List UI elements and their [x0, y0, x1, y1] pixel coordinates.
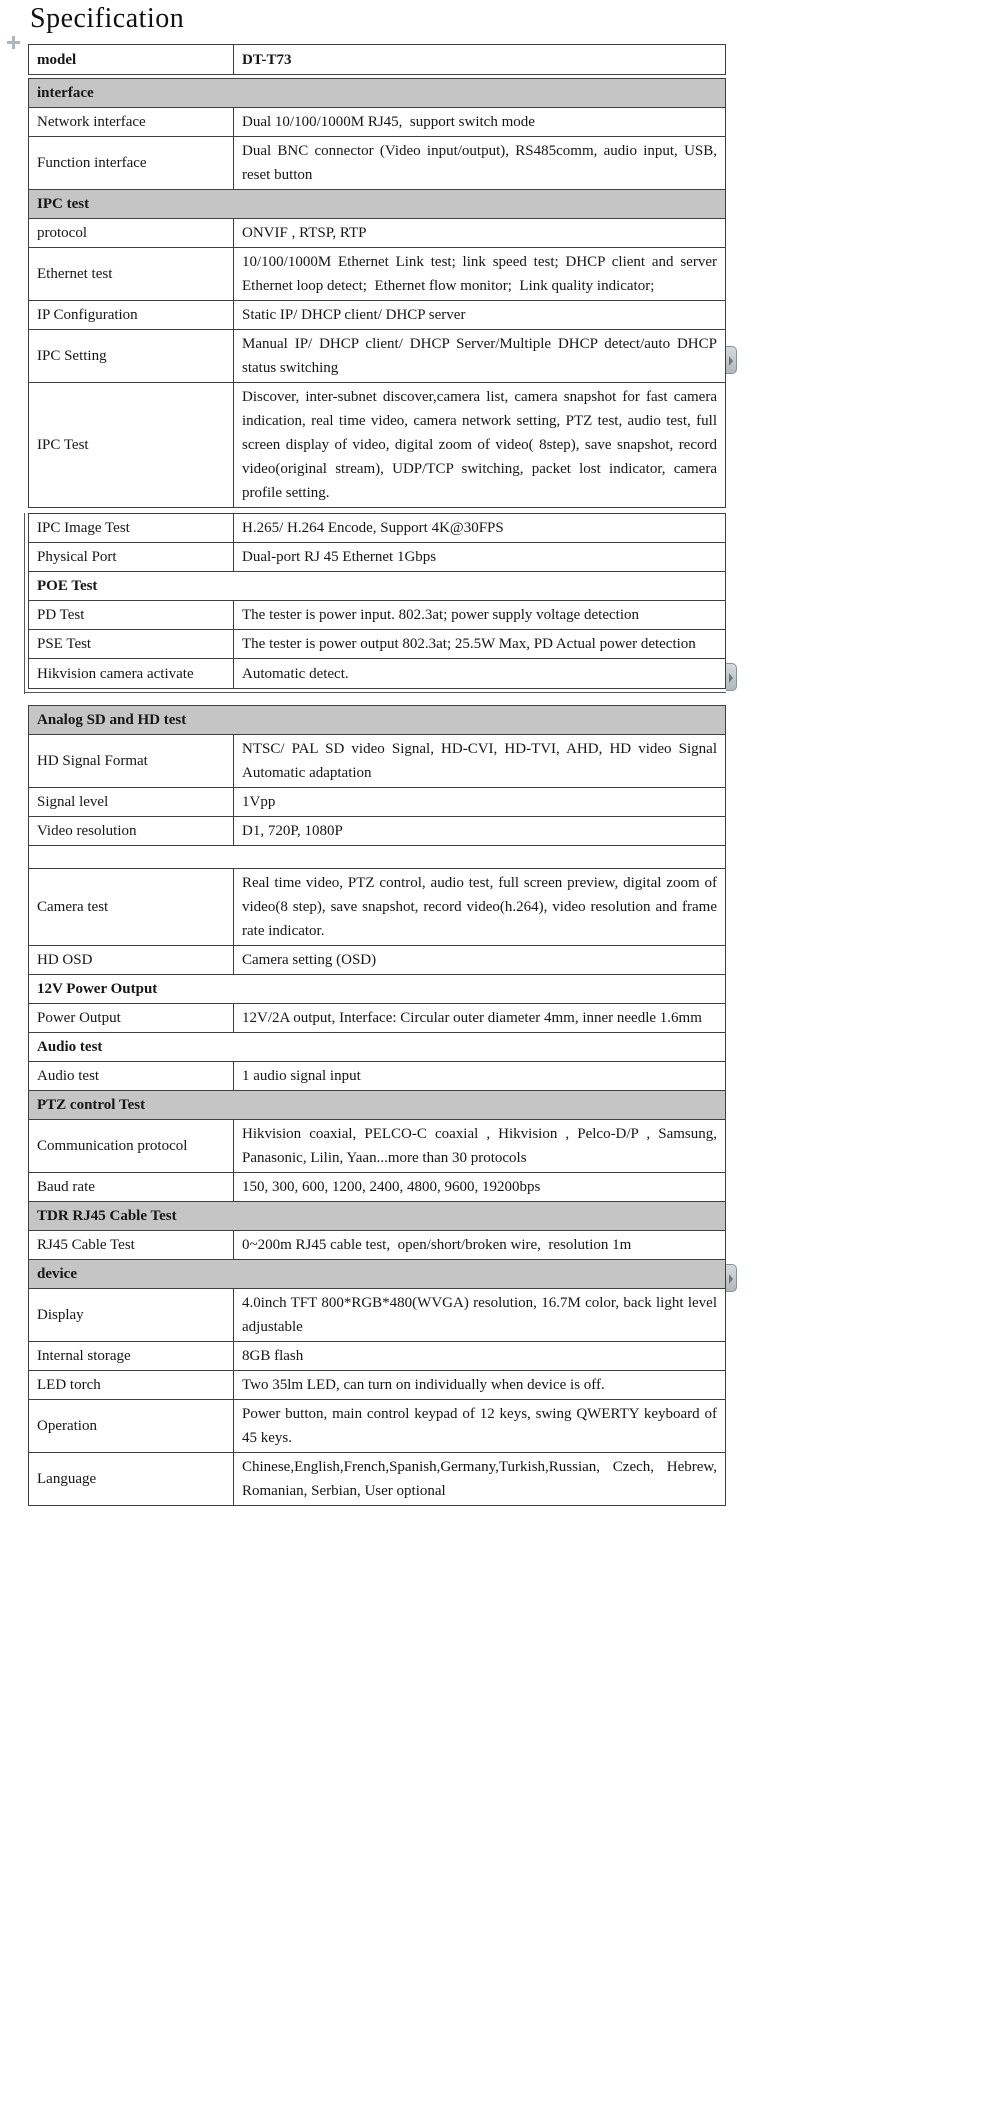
spec-label: protocol — [29, 219, 234, 247]
spec-value: Dual BNC connector (Video input/output), RS485comm, audio input, USB, reset button — [242, 143, 717, 183]
spec-label: IPC Setting — [29, 330, 234, 382]
spec-label: IPC Test — [29, 383, 234, 507]
spec-row — [29, 817, 725, 846]
spec-value: Real time video, PTZ control, audio test, full screen preview, digital zoom of video(8 step), save snapshot, record video(h.264), video resolution and frame rate indicator. — [242, 875, 717, 939]
section-header-row — [29, 572, 725, 601]
spec-value: Power button, main control keypad of 12 keys, swing QWERTY keyboard of 45 keys. — [242, 1406, 717, 1446]
spec-value: 8GB flash — [242, 1348, 304, 1364]
section-title: Analog SD and HD test — [37, 712, 187, 728]
spec-value: Dual 10/100/1000M RJ45, support switch mode — [242, 114, 535, 130]
spec-value: DT-T73 — [242, 51, 292, 68]
spec-row — [29, 1371, 725, 1400]
spec-label: IPC Image Test — [29, 514, 234, 542]
spec-value: Dual-port RJ 45 Ethernet 1Gbps — [242, 549, 437, 565]
spec-value: The tester is power output 802.3at; 25.5W Max, PD Actual power detection — [242, 636, 696, 652]
spec-row — [29, 1120, 725, 1173]
document-page — [0, 3, 1000, 2112]
spec-value: 1 audio signal input — [242, 1068, 361, 1084]
spec-label: LED torch — [29, 1371, 234, 1399]
spec-label: Hikvision camera activate — [29, 659, 234, 688]
spec-value: 10/100/1000M Ethernet Link test; link speed test; DHCP client and server Ethernet loop detect; Ethernet flow monitor; Link quality indicator; — [242, 254, 717, 294]
spec-label: HD OSD — [29, 946, 234, 974]
spec-value: 4.0inch TFT 800*RGB*480(WVGA) resolution, 16.7M color, back light level adjustable — [242, 1295, 717, 1335]
section-title: TDR RJ45 Cable Test — [37, 1208, 177, 1224]
spec-value: The tester is power input. 802.3at; power supply voltage detection — [242, 607, 639, 623]
spec-value: Chinese,English,French,Spanish,Germany,Turkish,Russian, Czech, Hebrew, Romanian, Serbian, User optional — [242, 1459, 717, 1499]
spec-value: 0~200m RJ45 cable test, open/short/broken wire, resolution 1m — [242, 1237, 632, 1253]
spec-label: Baud rate — [29, 1173, 234, 1201]
section-title: 12V Power Output — [37, 981, 158, 997]
spec-tables — [28, 44, 726, 1506]
section-header-row — [29, 79, 725, 108]
spec-label: Operation — [29, 1400, 234, 1452]
spec-row — [29, 330, 725, 383]
spec-row — [29, 219, 725, 248]
spec-row — [29, 137, 725, 190]
spec-row — [29, 869, 725, 946]
table-edge-handle-icon[interactable] — [726, 663, 737, 691]
spec-label: Physical Port — [29, 543, 234, 571]
interface-ipc-table — [28, 78, 726, 508]
section-title: POE Test — [37, 578, 98, 594]
spec-label: Camera test — [29, 869, 234, 945]
spec-value: NTSC/ PAL SD video Signal, HD-CVI, HD-TVI, AHD, HD video Signal Automatic adaptation — [242, 741, 717, 781]
spec-label: Language — [29, 1453, 234, 1505]
section-title: device — [37, 1266, 77, 1282]
section-header-row — [29, 1033, 725, 1062]
spec-row — [29, 735, 725, 788]
spec-value: 150, 300, 600, 1200, 2400, 4800, 9600, 19200bps — [242, 1179, 541, 1195]
spec-label: Internal storage — [29, 1342, 234, 1370]
spec-label: HD Signal Format — [29, 735, 234, 787]
spec-label: Network interface — [29, 108, 234, 136]
section-header-row — [29, 190, 725, 219]
spec-value: Static IP/ DHCP client/ DHCP server — [242, 307, 466, 323]
spec-label: RJ45 Cable Test — [29, 1231, 234, 1259]
spec-row — [29, 1231, 725, 1260]
spec-row — [29, 1289, 725, 1342]
spec-value: 12V/2A output, Interface: Circular outer diameter 4mm, inner needle 1.6mm — [242, 1010, 702, 1026]
spec-label: Power Output — [29, 1004, 234, 1032]
spec-row — [29, 108, 725, 137]
spec-value: Automatic detect. — [242, 665, 349, 682]
spec-row — [29, 601, 725, 630]
spec-row — [29, 1004, 725, 1033]
section-title: interface — [37, 85, 94, 101]
table-edge-handle-icon[interactable] — [726, 1264, 737, 1292]
model-table — [28, 44, 726, 75]
spec-value: ONVIF , RTSP, RTP — [242, 225, 367, 241]
spec-value: Two 35lm LED, can turn on individually when device is off. — [242, 1377, 605, 1393]
spec-label: Audio test — [29, 1062, 234, 1090]
analog-and-device-table — [28, 705, 726, 1506]
spec-label: Ethernet test — [29, 248, 234, 300]
section-header-row — [29, 1091, 725, 1120]
spec-label: PD Test — [29, 601, 234, 629]
spec-row — [29, 514, 725, 543]
empty-row — [29, 846, 725, 869]
spec-row — [29, 383, 725, 507]
spec-row — [29, 946, 725, 975]
spec-row — [29, 543, 725, 572]
section-header-row — [29, 706, 725, 735]
spec-row — [29, 1173, 725, 1202]
table-move-handle-icon[interactable] — [7, 36, 20, 49]
spec-label: Signal level — [29, 788, 234, 816]
section-title: PTZ control Test — [37, 1097, 146, 1113]
section-header-row — [29, 1202, 725, 1231]
spec-label: IP Configuration — [29, 301, 234, 329]
section-header-row — [29, 1260, 725, 1289]
page-title: Specification — [30, 3, 185, 34]
spec-value: Manual IP/ DHCP client/ DHCP Server/Multiple DHCP detect/auto DHCP status switching — [242, 336, 717, 376]
spec-label: Communication protocol — [29, 1120, 234, 1172]
spec-row — [29, 301, 725, 330]
spec-row — [29, 248, 725, 301]
table-edge-handle-icon[interactable] — [726, 346, 737, 374]
spec-label: model — [29, 45, 234, 74]
spec-value: D1, 720P, 1080P — [242, 823, 343, 839]
poe-test-table — [28, 513, 726, 689]
section-title: IPC test — [37, 196, 90, 212]
spec-value: 1Vpp — [242, 794, 276, 810]
spec-row — [29, 659, 725, 688]
spec-value: Discover, inter-subnet discover,camera list, camera snapshot for fast camera indication, real time video, camera network setting, PTZ test, audio test, full screen display of video, digital zoom of video( 8step), save snapshot, record video(original stream), UDP/TCP switching, packet lost indicator, camera profile setting. — [242, 389, 717, 501]
empty-cell — [29, 846, 725, 868]
spec-row — [29, 1400, 725, 1453]
spec-label: Function interface — [29, 137, 234, 189]
spec-value: Camera setting (OSD) — [242, 952, 377, 968]
spec-row — [29, 1062, 725, 1091]
spec-label: PSE Test — [29, 630, 234, 658]
spec-value: H.265/ H.264 Encode, Support 4K@30FPS — [242, 520, 504, 536]
spec-row — [29, 1342, 725, 1371]
spec-label: Video resolution — [29, 817, 234, 845]
spec-row — [29, 630, 725, 659]
spec-value: Hikvision coaxial, PELCO-C coaxial , Hikvision , Pelco-D/P , Samsung, Panasonic, Lilin, Yaan...more than 30 protocols — [242, 1126, 717, 1166]
section-header-row — [29, 975, 725, 1004]
spec-row — [29, 788, 725, 817]
spec-label: Display — [29, 1289, 234, 1341]
section-title: Audio test — [37, 1039, 103, 1055]
spec-row — [29, 1453, 725, 1505]
spec-row — [29, 45, 725, 74]
